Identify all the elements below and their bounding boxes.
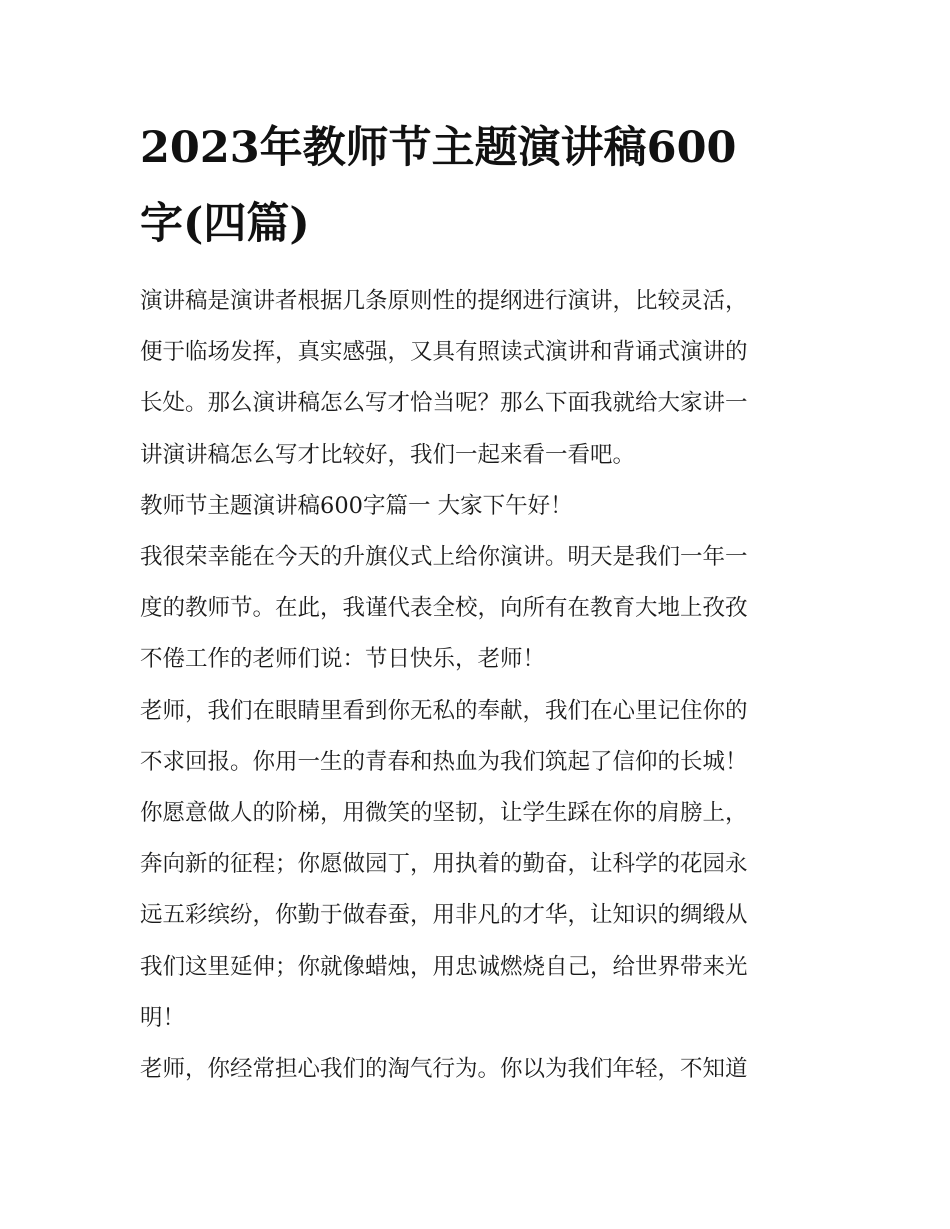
paragraph-line: 明！ — [140, 1004, 186, 1031]
paragraph-line: 远五彩缤纷，你勤于做春蚕，用非凡的才华，让知识的绸缎从 — [140, 902, 748, 929]
paragraph-line: 你愿意做人的阶梯，用微笑的坚韧，让学生踩在你的肩膀上， — [140, 800, 748, 827]
paragraph-line: 不求回报。你用一生的青春和热血为我们筑起了信仰的长城！ — [140, 748, 748, 775]
paragraph-line: 我们这里延伸；你就像蜡烛，用忠诚燃烧自己，给世界带来光 — [140, 953, 748, 980]
paragraph-line: 教师节主题演讲稿600字篇一 大家下午好！ — [140, 492, 573, 519]
paragraph-line: 不倦工作的老师们说：节日快乐，老师！ — [140, 646, 546, 673]
paragraph-line: 长处。那么演讲稿怎么写才恰当呢？那么下面我就给大家讲一 — [140, 390, 748, 417]
paragraph-line: 老师，你经常担心我们的淘气行为。你以为我们年轻，不知道 — [140, 1056, 748, 1083]
paragraph-line: 我很荣幸能在今天的升旗仪式上给你演讲。明天是我们一年一 — [140, 544, 748, 571]
document-title — [140, 110, 812, 262]
document-body — [140, 276, 812, 1095]
title-line: 字(四篇) — [140, 199, 310, 249]
paragraph-line: 奔向新的征程；你愿做园丁，用执着的勤奋，让科学的花园永 — [140, 851, 748, 878]
paragraph-line: 老师，我们在眼睛里看到你无私的奉献，我们在心里记住你的 — [140, 697, 748, 724]
title-line: 2023年教师节主题演讲稿600 — [140, 123, 737, 173]
paragraph-line: 便于临场发挥，真实感强，又具有照读式演讲和背诵式演讲的 — [140, 339, 748, 366]
paragraph-line: 度的教师节。在此，我谨代表全校，向所有在教育大地上孜孜 — [140, 595, 748, 622]
paragraph-line: 讲演讲稿怎么写才比较好，我们一起来看一看吧。 — [140, 441, 636, 468]
paragraph-line: 演讲稿是演讲者根据几条原则性的提纲进行演讲，比较灵活， — [140, 288, 748, 314]
document-content — [140, 110, 812, 1095]
